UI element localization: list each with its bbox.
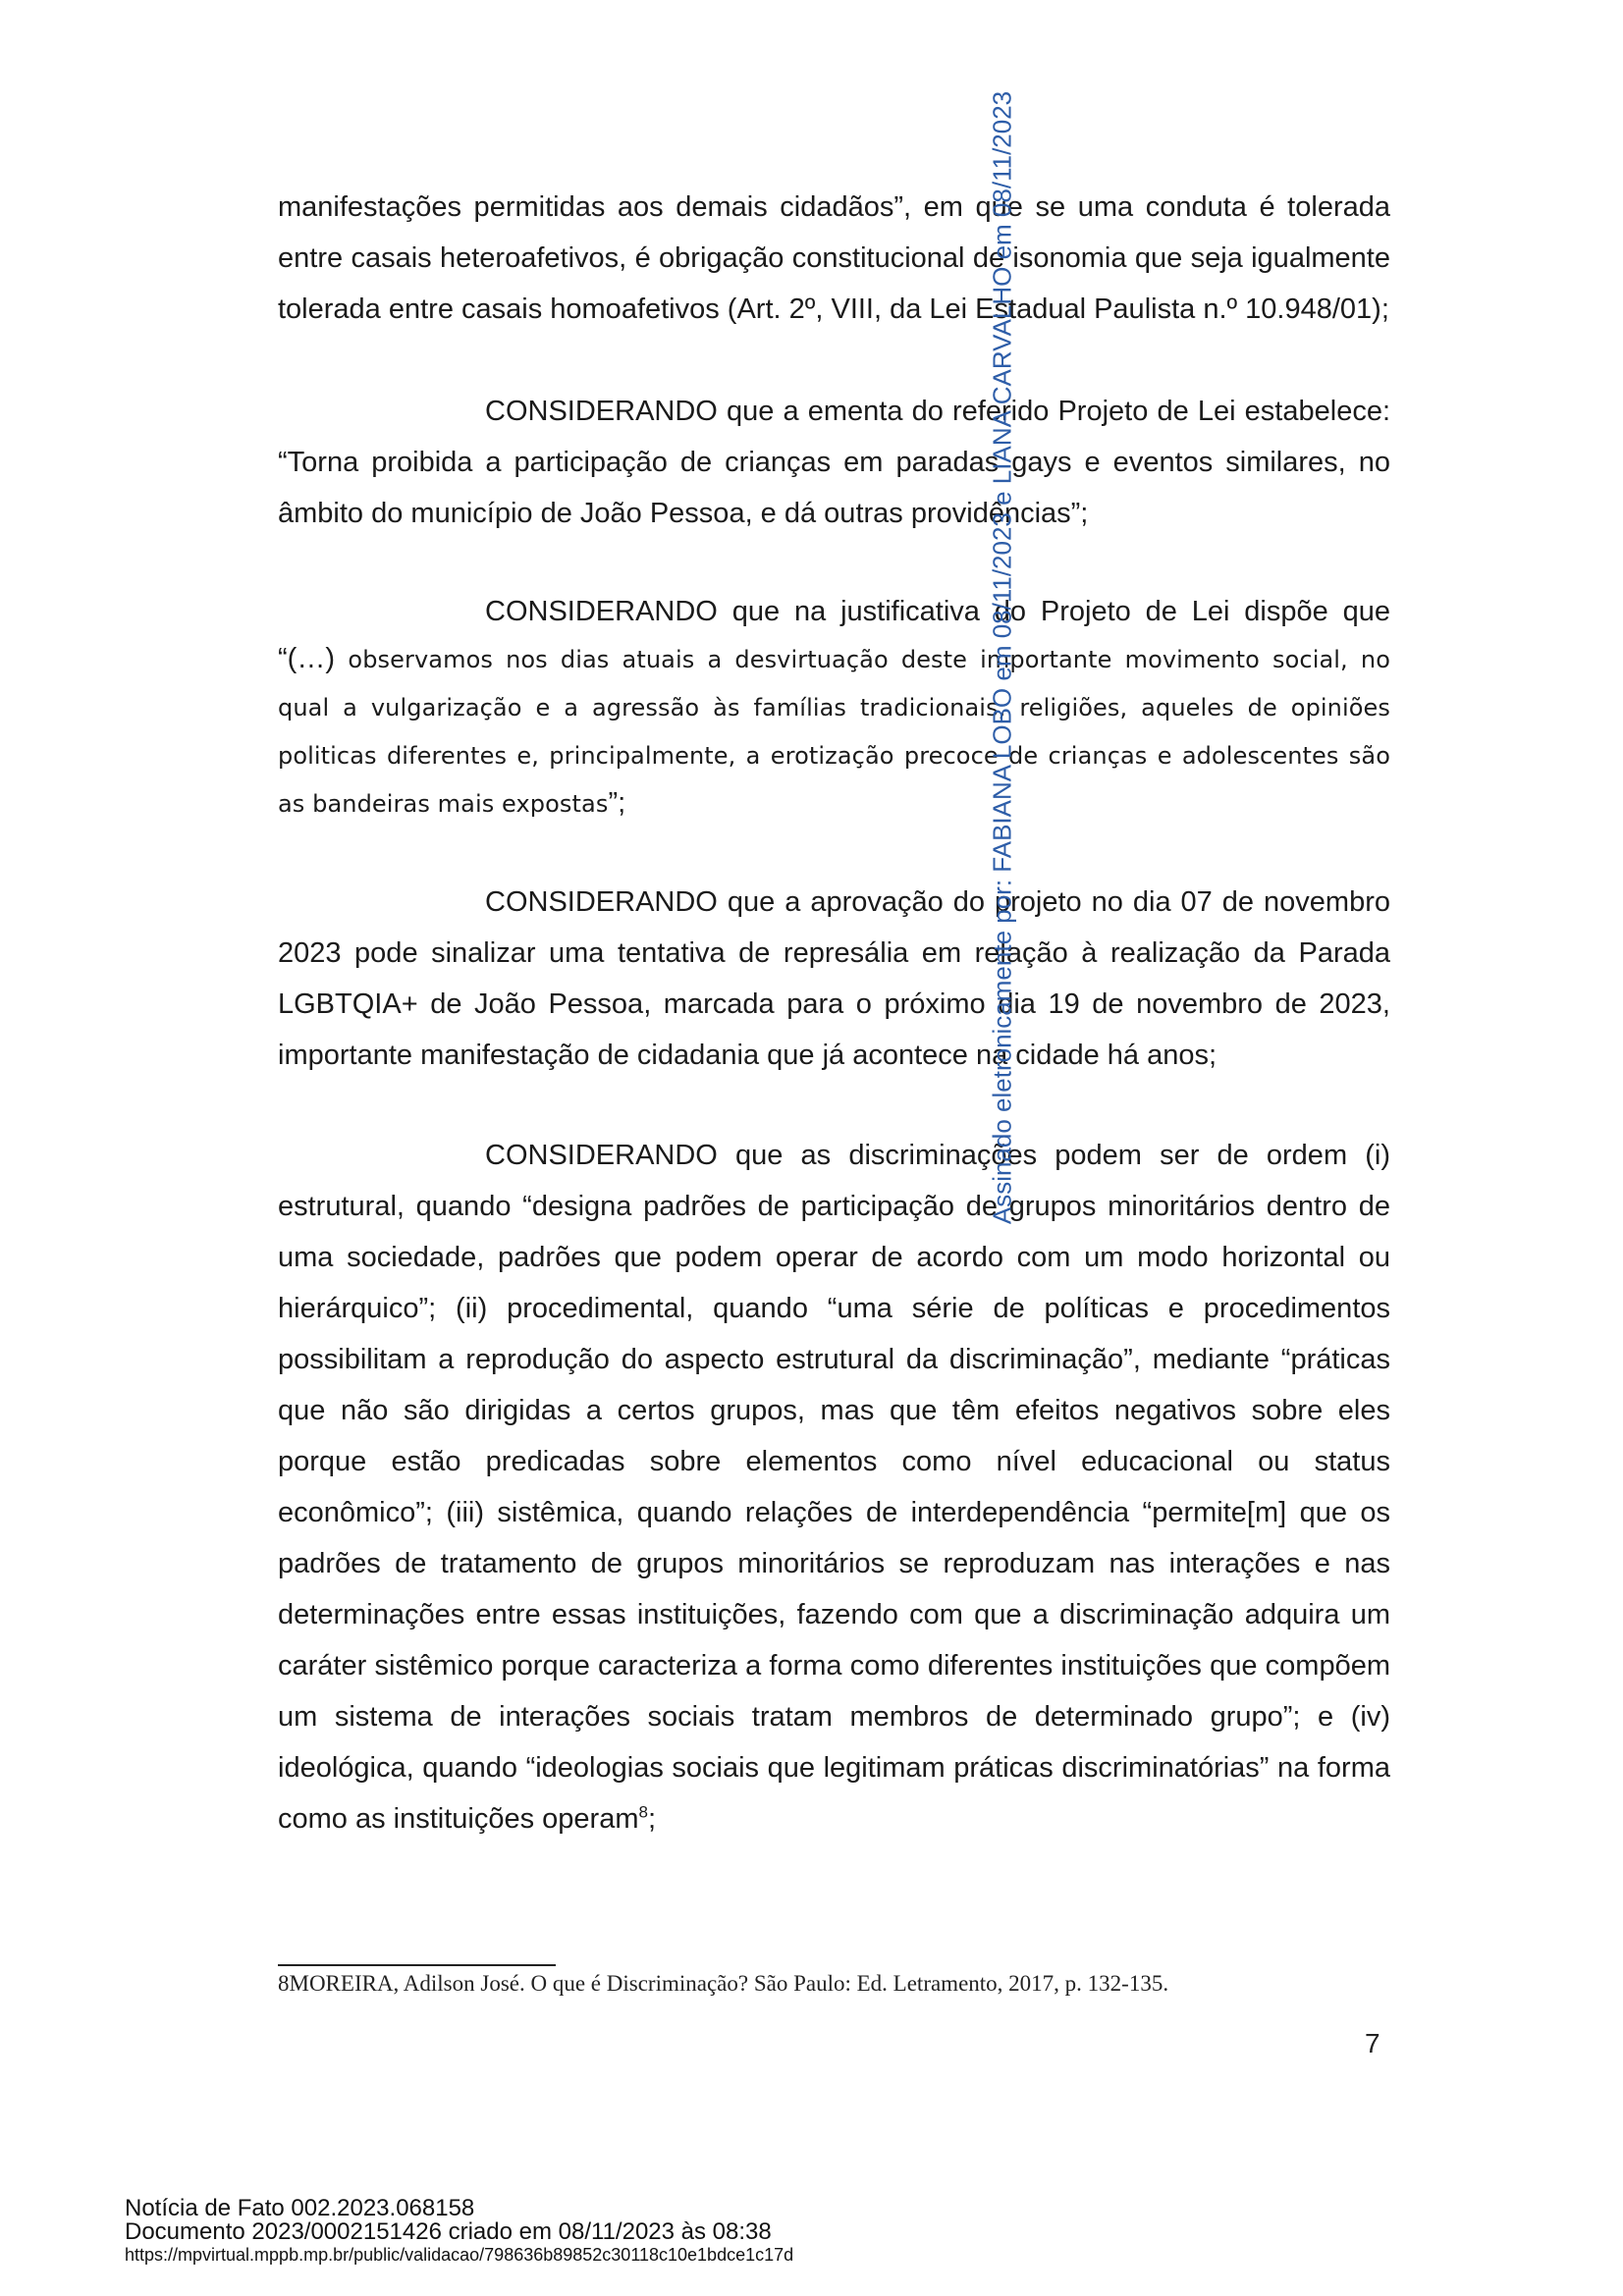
document-footer: [125, 2197, 793, 2266]
paragraph-1: manifestações permitidas aos demais cidadãos”, em que se uma conduta é tolerada entre casais heteroafetivos, é obrigação constitucional de isonomia que seja igualmente tolerada entre casais homoafetivos (Art. 2º, VIII, da Lei Estadual Paulista n.º 10.948/01);: [278, 191, 1390, 325]
considerando-label: CONSIDERANDO: [485, 596, 718, 627]
paragraph-discriminacoes: [278, 1130, 1390, 1844]
paragraph-gap: [278, 539, 1390, 588]
paragraph-aprovacao-text: que a aprovação do projeto no dia 07 de novembro 2023 pode sinalizar uma tentativa de represália em relação à realização da Parada LGBTQIA+ de João Pessoa, marcada para o próximo dia 19 de novembro de 2023, importante manifestação de cidadania que já acontece na cidade há anos;: [278, 886, 1390, 1071]
paragraph-end: ;: [647, 1803, 657, 1835]
paragraph-ementa: [278, 386, 1390, 539]
footnote-reference[interactable]: 8: [638, 1802, 648, 1822]
paragraph-justificativa-intro: que na justificativa do Projeto de Lei dispõe que “(…): [278, 596, 1390, 674]
paragraph-discriminacoes-text: que as discriminações podem ser de ordem (i) estrutural, quando “designa padrões de participação de grupos minoritários dentro de uma sociedade, padrões que podem operar de acordo com um modo horizontal ou hierárquico”; (ii) procedimental, quando “uma série de políticas e procedimentos possibilitam a reprodução do aspecto estrutural da discriminação”, mediante “práticas que não são dirigidas a certos grupos, mas que têm efeitos negativos sobre eles porque estão predicadas sobre elementos como nível educacional ou status econômico”; (iii) sistêmica, quando relações de interdependência “permite[m] que os padrões de tratamento de grupos minoritários se reproduzam nas interações e nas determinações entre essas instituições, fazendo com que a discriminação adquira um caráter sistêmico porque caracteriza a forma como diferentes instituições que compõem um sistema de interações sociais tratam membros de determinado grupo”; e (iv) ideológica, quando “ideologias sociais que legitimam práticas discriminatórias” na forma como as instituições operam: [278, 1140, 1390, 1835]
considerando-label: CONSIDERANDO: [485, 886, 718, 918]
quoted-justification: observamos nos dias atuais a desvirtuação deste importante movimento social, no qual a vulgarização e a agressão às famílias tradicionais, religiões, aqueles de opiniões politicas diferentes e, principalmente, a erotização precoce de crianças e adolescentes são as bandeiras mais expostas: [278, 646, 1390, 818]
document-body: [278, 182, 1390, 1844]
page-number: 7: [1365, 2028, 1380, 2058]
footer-notice-id: Notícia de Fato 002.2023.068158: [125, 2195, 475, 2221]
paragraph-justificativa: [278, 588, 1390, 828]
paragraph-gap: [278, 1081, 1390, 1130]
signature-stamp-text: Assinado eletronicamente por: FABIANA LOBO em 08/11/2023 e LIANA CARVALHO em 08/11/2023: [987, 90, 1017, 1225]
quote-close: ”;: [608, 787, 626, 819]
paragraph-ementa-text: que a ementa do referido Projeto de Lei estabelece: “Torna proibida a participação de crianças em paradas gays e eventos similares, no âmbito do município de João Pessoa, e dá outras providências”;: [278, 396, 1391, 529]
paragraph-gap: [278, 828, 1390, 877]
footer-document-id: Documento 2023/0002151426 criado em 08/11/2023 às 08:38: [125, 2218, 772, 2245]
footnote: 8MOREIRA, Adilson José. O que é Discriminação? São Paulo: Ed. Letramento, 2017, p. 132-135.: [278, 1971, 1169, 1996]
considerando-label: CONSIDERANDO: [485, 1140, 718, 1171]
paragraph-aprovacao: [278, 877, 1390, 1081]
footnote-separator: [278, 1964, 556, 1966]
footer-validation-link[interactable]: https://mpvirtual.mppb.mp.br/public/validacao/798636b89852c30118c10e1bdce1c17d: [125, 2245, 794, 2265]
considerando-label: CONSIDERANDO: [485, 396, 718, 427]
